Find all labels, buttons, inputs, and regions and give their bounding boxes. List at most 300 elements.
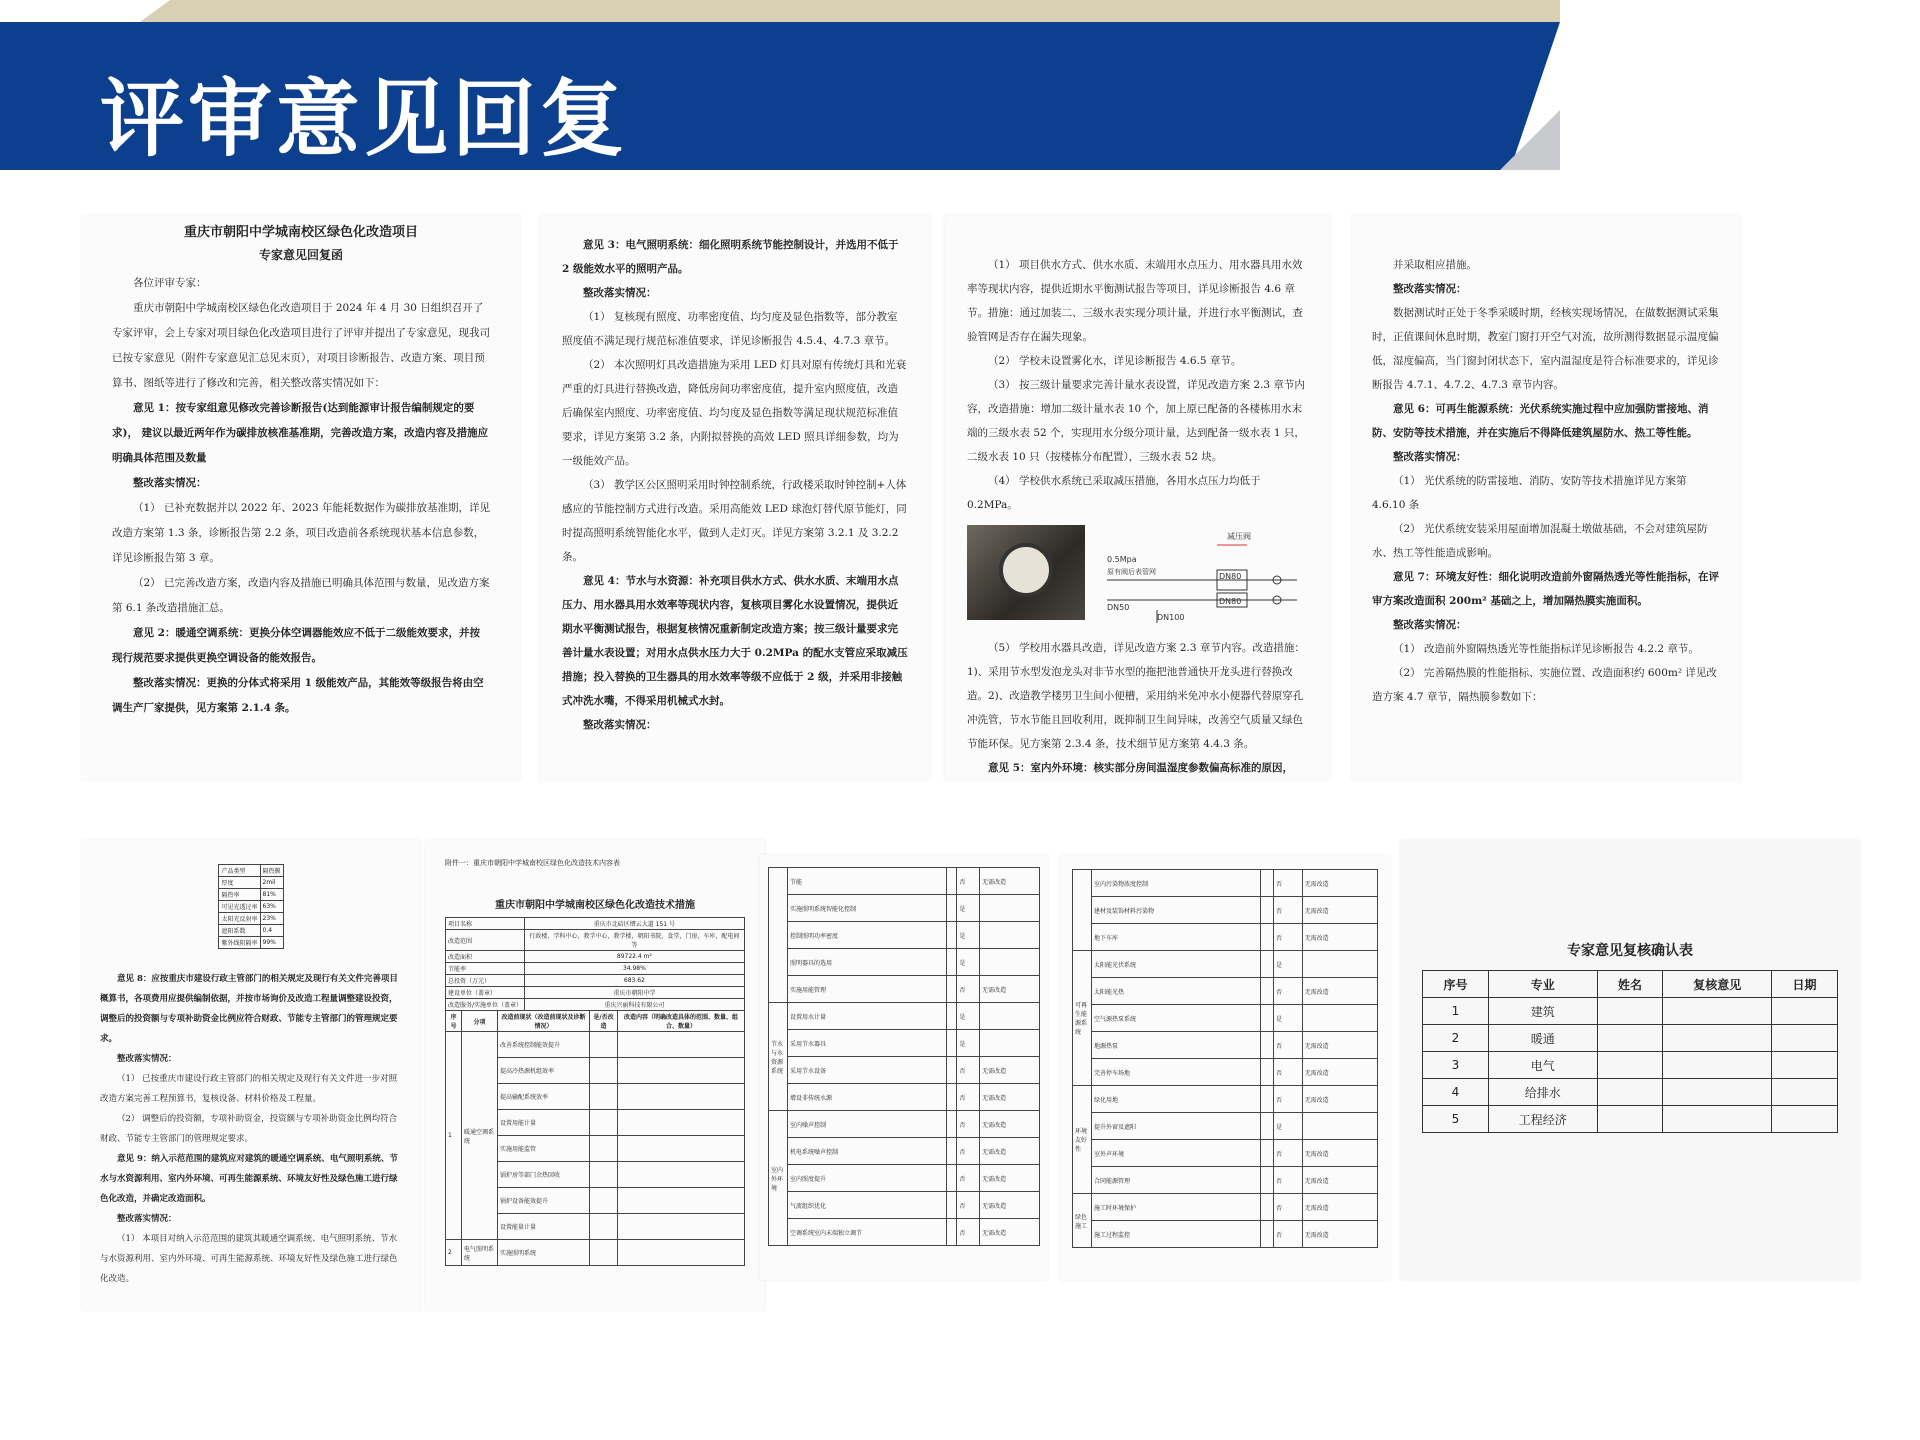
table-cell: 地源热泵 xyxy=(1092,1032,1261,1059)
page-text xyxy=(967,636,1308,780)
table-cell: 设置用能计量 xyxy=(497,1110,589,1136)
paragraph: 意见 1：按专家组意见修改完善诊断报告(达到能源审计报告编制规定的要求)， 建议以最近两年作为碳排放核准基准期，完善改造方案，改造内容及措施应明确具体范围及数量 xyxy=(112,402,489,464)
table-cell: 提升外窗及遮阳 xyxy=(1092,1113,1261,1140)
table-row xyxy=(769,1003,1040,1030)
table-header-cell: 专业 xyxy=(1488,971,1597,998)
doc-heading: 重庆市朝阳中学城南校区绿色化改造项目 xyxy=(183,225,418,240)
table-cell: 无需改造 xyxy=(1302,1167,1377,1194)
paragraph: 意见 7：环境友好性：细化说明改造前外窗隔热透光等性能指标，在评审方案改造面积 200m² 基础之上，增加隔热膜实施面积。 xyxy=(1372,571,1719,607)
table-row xyxy=(446,1240,745,1266)
table-cell xyxy=(980,1030,1040,1057)
table-cell: 电气照明系统 xyxy=(462,1240,498,1266)
table-cell: 无需改造 xyxy=(980,976,1040,1003)
table-cell: 是 xyxy=(1273,1113,1302,1140)
paragraph: （2） 完善隔热膜的性能指标、实施位置、改造面积约 600m² 详见改造方案 4.7 章节，隔热膜参数如下： xyxy=(1372,667,1717,703)
table-row xyxy=(1073,1059,1378,1086)
paragraph: 意见 9：纳入示范范围的建筑应对建筑的暖通空调系统、电气照明系统、节水与水资源利用、室内外环境、可再生能源系统、环境友好性及绿色施工进行绿色化改造，并确定改造面积。 xyxy=(100,1154,398,1204)
table-cell: 太阳能光热 xyxy=(1092,978,1261,1005)
table-cell: 34.98% xyxy=(524,963,744,975)
table-cell: 重庆兴丽科技有限公司 xyxy=(524,999,744,1011)
table-cell xyxy=(589,1188,617,1214)
table-cell: 改造范围 xyxy=(446,930,525,951)
document-page-5 xyxy=(82,840,420,1310)
table-cell xyxy=(947,976,957,1003)
table-cell xyxy=(1260,1167,1273,1194)
table-cell xyxy=(618,1110,745,1136)
paragraph: 意见 8：应按重庆市建设行政主管部门的相关规定及现行有关文件完善项目概算书，各项费用应提供编制依据，并按市场询价及改造工程量调整建设投资，调整后的投资额与专项补助资金比例应符合财政、节能专主管部门的管理规定要求。 xyxy=(100,974,398,1044)
table-row xyxy=(1073,1113,1378,1140)
table-cell: 否 xyxy=(1273,897,1302,924)
table-cell: 隔热率 xyxy=(219,889,260,901)
table-cell: 项目名称 xyxy=(446,918,525,930)
table-cell xyxy=(1073,870,1092,951)
signature-cell xyxy=(1597,1025,1663,1052)
table-cell: 暖通 xyxy=(1488,1025,1597,1052)
paragraph: 意见 3：电气照明系统：细化照明系统节能控制设计，并选用不低于 2 级能效水平的照明产品。 xyxy=(562,239,899,275)
measures-table-continued xyxy=(768,867,1040,1246)
table-cell: 施工时环境保护 xyxy=(1092,1194,1261,1221)
confirmation-row xyxy=(1423,1079,1838,1106)
table-row xyxy=(219,865,283,877)
banner-accent-strip xyxy=(140,0,1560,22)
table-cell xyxy=(1302,951,1377,978)
table-cell: 否 xyxy=(1273,1221,1302,1248)
document-page-4 xyxy=(1352,215,1740,780)
table-cell: 照明器具的选用 xyxy=(788,949,947,976)
table-row xyxy=(446,918,745,930)
table-heading: 重庆市朝阳中学城南校区绿色化改造技术措施 xyxy=(495,900,695,911)
table-cell: 机电系统噪声控制 xyxy=(788,1138,947,1165)
slide-title: 评审意见回复 xyxy=(100,70,629,168)
table-cell: 99% xyxy=(260,937,283,949)
table-cell xyxy=(947,949,957,976)
table-row xyxy=(1073,978,1378,1005)
table-cell xyxy=(589,1136,617,1162)
table-cell: 否 xyxy=(1273,1167,1302,1194)
table-cell: 否 xyxy=(957,1084,980,1111)
table-cell xyxy=(947,1057,957,1084)
attachment-caption: 附件一：重庆市朝阳中学城南校区绿色化改造技术内容表 xyxy=(445,859,620,867)
table-cell xyxy=(947,1003,957,1030)
paragraph: 整改落实情况： xyxy=(1393,283,1467,295)
table-cell: 增设非传统水源 xyxy=(788,1084,947,1111)
review-opinion-cell xyxy=(1663,998,1772,1025)
table-cell xyxy=(618,1058,745,1084)
table-cell: 无需改造 xyxy=(980,1057,1040,1084)
table-cell: 给排水 xyxy=(1488,1079,1597,1106)
table-cell: 完善停车场地 xyxy=(1092,1059,1261,1086)
table-cell xyxy=(769,868,788,1003)
table-row xyxy=(769,1030,1040,1057)
table-cell: 否 xyxy=(957,1111,980,1138)
paragraph: 重庆市朝阳中学城南校区绿色化改造项目于 2024 年 4 月 30 日组织召开了专家评审，会上专家对项目绿色化改造项目进行了评审并提出了专家意见，现我司已按专家意见（附件专家意见汇总见末页），对项目诊断报告、改造方案、项目预算书、图纸等进行了修改和完善，相关整改落实情况如下： xyxy=(112,302,490,389)
table-cell: 绿化用地 xyxy=(1092,1086,1261,1113)
paragraph: （2） 调整后的投资额，专项补助资金，投资额与专项补助资金比例均符合财政、节能专主管部门的管理规定要求。 xyxy=(100,1114,398,1144)
table-cell: 无需改造 xyxy=(1302,1221,1377,1248)
table-row xyxy=(769,1165,1040,1192)
table-cell xyxy=(947,922,957,949)
table-cell xyxy=(1260,1221,1273,1248)
table-cell: 是 xyxy=(957,1030,980,1057)
table-cell xyxy=(618,1032,745,1058)
page-text xyxy=(967,253,1308,517)
table-cell xyxy=(980,1003,1040,1030)
table-cell: 实施用能监管 xyxy=(497,1136,589,1162)
page-text xyxy=(562,233,908,737)
paragraph: 数据测试时正处于冬季采暖时期，经核实现场情况，在做数据测试采集时，正值课间休息时期，教室门窗打开空气对流，故所测得数据显示温度偏低，湿度偏高，当门窗封闭状态下，室内温湿度是符合标准要求的，详见诊断报告 4.7.1、4.7.2、4.7.3 章节内容。 xyxy=(1372,307,1719,391)
paragraph: （1） 复核现有照度、功率密度值、均匀度及显色指数等，部分教室照度值不满足现行规范标准值要求，详见诊断报告 4.5.4、4.7.3 章节。 xyxy=(562,311,898,347)
document-page-6 xyxy=(425,840,765,1310)
info-table xyxy=(445,917,745,1011)
paragraph: 整改落实情况： xyxy=(117,1214,177,1224)
table-cell xyxy=(589,1058,617,1084)
table-row xyxy=(1073,1032,1378,1059)
table-cell: 改善系统控制能效提升 xyxy=(497,1032,589,1058)
page-text xyxy=(1372,253,1720,709)
table-cell xyxy=(980,895,1040,922)
table-cell xyxy=(947,1192,957,1219)
table-cell: 提高冷热源机组效率 xyxy=(497,1058,589,1084)
table-cell xyxy=(947,1138,957,1165)
table-header-cell: 改造内容（明确改造具体的范围、数量、组合、数量） xyxy=(618,1011,745,1032)
table-cell xyxy=(947,868,957,895)
paragraph: （5） 学校用水器具改造，详见改造方案 2.3 章节内容。改造措施：1)、采用节水型发泡龙头对非节水型的拖把池普通快开龙头进行替换改造。2)、改造教学楼男卫生间小便槽，采用纳米免冲水小便器代替原穿孔冲洗管，节水节能且回收利用，既抑制卫生间异味，改善空气质量又绿色节能环保。见方案第 2.3.4 条，技术细节见方案第 4.4.3 条。 xyxy=(967,642,1305,750)
table-row xyxy=(1073,1221,1378,1248)
table-cell: 建材及装饰材料污染物 xyxy=(1092,897,1261,924)
table-cell: 地下车库 xyxy=(1092,924,1261,951)
table-cell xyxy=(980,949,1040,976)
paragraph: 整改落实情况： xyxy=(583,719,657,731)
paragraph: 意见 6：可再生能源系统：光伏系统实施过程中应加强防雷接地、消防、安防等技术措施，并在实施后不得降低建筑屋防水、热工等性能。 xyxy=(1372,403,1709,439)
paragraph: 整改落实情况：更换的分体式将采用 1 级能效产品，其能效等级报告将由空调生产厂家提供，见方案第 2.1.4 条。 xyxy=(112,677,484,714)
table-cell: 电气 xyxy=(1488,1052,1597,1079)
signature-cell xyxy=(1597,998,1663,1025)
table-cell: 控制照明功率密度 xyxy=(788,922,947,949)
table-row xyxy=(769,1111,1040,1138)
page-text xyxy=(112,271,490,721)
doc-subheading: 专家意见回复函 xyxy=(258,248,343,262)
table-cell: 是 xyxy=(1273,1005,1302,1032)
signature-cell xyxy=(1597,1079,1663,1106)
table-cell: 无需改造 xyxy=(980,1111,1040,1138)
table-cell: 23% xyxy=(260,913,283,925)
diagram-label: DN80 xyxy=(1219,597,1242,606)
table-row xyxy=(446,930,745,951)
table-cell: 空调系统室内末端独立调节 xyxy=(788,1219,947,1246)
table-cell: 否 xyxy=(957,1219,980,1246)
table-cell: 2mil xyxy=(260,877,283,889)
table-row xyxy=(219,901,283,913)
table-cell: 锅炉房等部门余热回收 xyxy=(497,1162,589,1188)
table-cell: 否 xyxy=(957,868,980,895)
confirmation-row xyxy=(1423,1106,1838,1133)
table-row xyxy=(1073,1140,1378,1167)
table-cell xyxy=(1260,1032,1273,1059)
table-row xyxy=(1073,1005,1378,1032)
table-row xyxy=(219,913,283,925)
film-parameter-table xyxy=(218,864,283,949)
table-cell xyxy=(618,1162,745,1188)
table-header-cell: 复核意见 xyxy=(1663,971,1772,998)
table-cell: 89722.4 m² xyxy=(524,951,744,963)
table-cell: 太阳光反射率 xyxy=(219,913,260,925)
table-row xyxy=(1073,951,1378,978)
table-row xyxy=(219,877,283,889)
table-row xyxy=(446,963,745,975)
table-cell: 实施照明系统智能化控制 xyxy=(788,895,947,922)
table-row xyxy=(769,1192,1040,1219)
confirmation-title: 专家意见复核确认表 xyxy=(1567,943,1693,959)
confirmation-row xyxy=(1423,1025,1838,1052)
table-cell: 无需改造 xyxy=(1302,978,1377,1005)
table-cell: 否 xyxy=(957,1165,980,1192)
table-row xyxy=(219,937,283,949)
table-row xyxy=(769,922,1040,949)
table-cell xyxy=(1260,1086,1273,1113)
table-cell xyxy=(589,1032,617,1058)
diagram-label: DN50 xyxy=(1107,603,1130,612)
table-cell: 1 xyxy=(446,1032,462,1240)
table-row xyxy=(769,1219,1040,1246)
table-cell: 合同能源管理 xyxy=(1092,1167,1261,1194)
table-cell: 暖通空调系统 xyxy=(462,1032,498,1240)
table-cell: 63% xyxy=(260,901,283,913)
table-cell xyxy=(1260,1194,1273,1221)
table-cell: 重庆市北碚区缙云大道 151 号 xyxy=(524,918,744,930)
pressure-gauge-icon xyxy=(999,543,1053,597)
paragraph: 意见 2：暖通空调系统：更换分体空调器能效应不低于二级能效要求，并按现行规范要求提供更换空调设备的能效报告。 xyxy=(112,627,480,664)
table-header-cell: 序号 xyxy=(1423,971,1489,998)
table-cell: 否 xyxy=(1273,924,1302,951)
table-row xyxy=(219,889,283,901)
table-cell: 气流组织优化 xyxy=(788,1192,947,1219)
table-cell: 683.62 xyxy=(524,975,744,987)
paragraph: （2） 学校未设置雾化水，详见诊断报告 4.6.5 章节。 xyxy=(988,355,1242,367)
table-cell: 施工过程监控 xyxy=(1092,1221,1261,1248)
paragraph: 整改落实情况： xyxy=(1393,451,1467,463)
date-cell xyxy=(1772,1052,1838,1079)
table-cell: 无需改造 xyxy=(1302,897,1377,924)
paragraph: 整改落实情况： xyxy=(117,1054,177,1064)
paragraph: 各位评审专家： xyxy=(133,277,207,289)
table-cell: 室外声环境 xyxy=(1092,1140,1261,1167)
table-cell: 否 xyxy=(957,1138,980,1165)
document-page-3 xyxy=(945,215,1330,780)
table-cell xyxy=(947,1111,957,1138)
table-cell xyxy=(1260,978,1273,1005)
table-cell xyxy=(947,1165,957,1192)
table-cell: 0.4 xyxy=(260,925,283,937)
table-header-cell: 分项 xyxy=(462,1011,498,1032)
table-cell xyxy=(1260,924,1273,951)
paragraph: （1） 本项目对纳入示范范围的建筑其暖通空调系统、电气照明系统、节水与水资源利用、室内外环境、可再生能源系统、环境友好性及绿色施工进行绿色化改造。 xyxy=(100,1234,398,1284)
confirmation-row xyxy=(1423,1052,1838,1079)
table-cell: 总投资（万元） xyxy=(446,975,525,987)
table-cell xyxy=(1260,1113,1273,1140)
date-cell xyxy=(1772,998,1838,1025)
table-cell: 否 xyxy=(1273,1059,1302,1086)
table-cell: 建设单位（盖章） xyxy=(446,987,525,999)
table-cell: 无需改造 xyxy=(1302,870,1377,897)
measures-table xyxy=(445,1010,745,1266)
table-cell xyxy=(980,922,1040,949)
table-cell xyxy=(589,1162,617,1188)
table-cell: 3 xyxy=(1423,1052,1489,1079)
table-cell: 否 xyxy=(957,1057,980,1084)
table-cell: 隔热膜 xyxy=(260,865,283,877)
table-cell: 太阳能光伏系统 xyxy=(1092,951,1261,978)
paragraph: 整改落实情况： xyxy=(1393,619,1467,631)
page-text xyxy=(100,969,402,1289)
paragraph: 整改落实情况： xyxy=(133,477,207,489)
table-cell: 无需改造 xyxy=(1302,1059,1377,1086)
table-cell: 工程经济 xyxy=(1488,1106,1597,1133)
table-cell: 采用节水器具 xyxy=(788,1030,947,1057)
paragraph: （2） 光伏系统安装采用屋面增加混凝土墩做基础，不会对建筑屋防水、热工等性能造成影响。 xyxy=(1372,523,1708,559)
table-cell: 节能 xyxy=(788,868,947,895)
table-cell: 锅炉设备能效提升 xyxy=(497,1188,589,1214)
table-cell: 是 xyxy=(1273,951,1302,978)
table-cell: 否 xyxy=(1273,1194,1302,1221)
table-cell: 无需改造 xyxy=(1302,1032,1377,1059)
table-cell: 是 xyxy=(957,895,980,922)
table-cell: 无需改造 xyxy=(980,1165,1040,1192)
table-row xyxy=(769,868,1040,895)
table-cell xyxy=(589,1214,617,1240)
paragraph: 并采取相应措施。 xyxy=(1393,259,1477,271)
table-cell: 空气源热泵系统 xyxy=(1092,1005,1261,1032)
table-cell: 室内污染物浓度控制 xyxy=(1092,870,1261,897)
table-cell xyxy=(589,1084,617,1110)
table-cell xyxy=(618,1240,745,1266)
table-header-row xyxy=(446,1011,745,1032)
table-cell: 是 xyxy=(957,949,980,976)
table-cell xyxy=(1260,1140,1273,1167)
table-cell xyxy=(947,1084,957,1111)
gauge-photo xyxy=(967,525,1085,620)
paragraph: 意见 5：室内外环境：核实部分房间温湿度参数偏高标准的原因， xyxy=(988,762,1293,774)
table-cell: 无需改造 xyxy=(1302,1140,1377,1167)
table-cell xyxy=(589,1240,617,1266)
confirmation-sheet xyxy=(1400,840,1860,1280)
table-cell: 节能率 xyxy=(446,963,525,975)
table-row xyxy=(1073,1086,1378,1113)
pressure-figure xyxy=(967,525,1308,630)
table-cell: 设置用水计量 xyxy=(788,1003,947,1030)
table-cell: 否 xyxy=(1273,978,1302,1005)
paragraph: （1） 已按重庆市建设行政主管部门的相关规定及现行有关文件进一步对照改造方案完善工程预算书，复核设备、材料价格及工程量。 xyxy=(100,1074,398,1104)
table-cell xyxy=(1302,1113,1377,1140)
table-cell: 厚度 xyxy=(219,877,260,889)
table-header-cell: 序号 xyxy=(446,1011,462,1032)
table-cell: 无需改造 xyxy=(980,1138,1040,1165)
table-cell: 5 xyxy=(1423,1106,1489,1133)
paragraph: 整改落实情况： xyxy=(583,287,657,299)
table-row xyxy=(1073,1167,1378,1194)
table-cell xyxy=(618,1084,745,1110)
table-cell xyxy=(947,1219,957,1246)
table-cell: 产品类型 xyxy=(219,865,260,877)
table-cell xyxy=(618,1188,745,1214)
table-row xyxy=(446,1032,745,1058)
table-row xyxy=(219,925,283,937)
table-cell: 无需改造 xyxy=(1302,1194,1377,1221)
paragraph: 意见 4：节水与水资源：补充项目供水方式、供水水质、末端用水点压力、用水器具用水效率等现状内容，复核项目雾化水设置情况，提供近期水平衡测试报告，根据复核情况重新制定改造方案；按三级计量要求完善计量水表设置；对用水点供水压力大于 0.2MPa 的配水支管应采取减压措施；投入替换的卫生器具的用水效率等级不应低于 2 级，并采用非接触式冲洗水嘴，不得采用机械式水封。 xyxy=(562,575,908,707)
table-header-cell: 是/否改造 xyxy=(589,1011,617,1032)
table-row xyxy=(446,951,745,963)
table-cell xyxy=(1302,1005,1377,1032)
paragraph: （3） 按三级计量要求完善计量水表设置，详见改造方案 2.3 章节内容，改造措施：增加二级计量水表 10 个，加上原已配备的各楼栋用水末端的三级水表 52 个，实现用水分级分项计量，达到配备一级水表 1 只，二级水表 10 只（按楼栋分布配置），三级水表 52 块。 xyxy=(967,379,1305,463)
table-cell: 无需改造 xyxy=(980,1219,1040,1246)
table-cell: 否 xyxy=(957,1192,980,1219)
table-cell: 实施照明系统 xyxy=(497,1240,589,1266)
paragraph: （1） 光伏系统的防雷接地、消防、安防等技术措施详见方案第 4.6.10 条 xyxy=(1372,475,1687,511)
table-row xyxy=(769,1084,1040,1111)
measures-table-continued xyxy=(1072,869,1378,1248)
table-header-cell: 改造前现状（改造前现状及诊断情况） xyxy=(497,1011,589,1032)
table-cell: 实施用能管理 xyxy=(788,976,947,1003)
table-cell: 是 xyxy=(957,922,980,949)
table-row xyxy=(769,976,1040,1003)
document-page-8 xyxy=(1060,855,1390,1280)
table-cell xyxy=(618,1214,745,1240)
table-cell: 无需改造 xyxy=(980,1084,1040,1111)
table-cell: 遮阳系数 xyxy=(219,925,260,937)
diagram-label: 0.5Mpa xyxy=(1107,555,1137,564)
table-cell xyxy=(618,1136,745,1162)
diagram-label: DN80 xyxy=(1219,572,1242,581)
table-cell: 2 xyxy=(1423,1025,1489,1052)
diagram-label: DN100 xyxy=(1157,613,1185,622)
signature-cell xyxy=(1597,1106,1663,1133)
table-row xyxy=(446,999,745,1011)
table-cell: 无需改造 xyxy=(1302,924,1377,951)
paragraph: （1） 改造前外窗隔热透光等性能指标详见诊断报告 4.2.2 章节。 xyxy=(1393,643,1699,655)
table-cell: 建筑 xyxy=(1488,998,1597,1025)
table-cell xyxy=(1260,1059,1273,1086)
document-page-1 xyxy=(82,215,520,780)
table-cell: 绿色施工 xyxy=(1073,1194,1092,1248)
table-cell: 1 xyxy=(1423,998,1489,1025)
table-cell xyxy=(947,1030,957,1057)
table-row xyxy=(446,987,745,999)
table-cell: 提高输配系统效率 xyxy=(497,1084,589,1110)
document-page-2 xyxy=(540,215,930,780)
confirmation-table xyxy=(1422,970,1838,1133)
table-cell: 是 xyxy=(957,1003,980,1030)
table-row xyxy=(769,895,1040,922)
table-cell: 改造服务/实施单位（盖章） xyxy=(446,999,525,1011)
review-opinion-cell xyxy=(1663,1106,1772,1133)
table-cell: 室内外环境 xyxy=(769,1111,788,1246)
paragraph: （1） 项目供水方式、供水水质、末端用水点压力、用水器具用水效率等现状内容，提供近期水平衡测试报告等项目，详见诊断报告 4.6 章节。措施：通过加装二、三级水表实现分项计量，并进行水平衡测试，查验管网是否存在漏失现象。 xyxy=(967,259,1303,343)
table-row xyxy=(1073,924,1378,951)
table-cell: 节水与水资源系统 xyxy=(769,1003,788,1111)
table-cell: 否 xyxy=(1273,870,1302,897)
paragraph: （1） 已补充数据并以 2022 年、2023 年能耗数据作为碳排放基准期，详见改造方案第 1.3 条，诊断报告第 2.2 条，项目改造前各系统现状基本信息参数，详见诊断报告第 3 章。 xyxy=(112,502,490,564)
table-cell: 4 xyxy=(1423,1079,1489,1106)
date-cell xyxy=(1772,1079,1838,1106)
table-cell: 可再生能源系统 xyxy=(1073,951,1092,1086)
date-cell xyxy=(1772,1025,1838,1052)
table-cell: 81% xyxy=(260,889,283,901)
table-row xyxy=(1073,1194,1378,1221)
table-header-cell: 姓名 xyxy=(1597,971,1663,998)
table-cell: 无需改造 xyxy=(980,1192,1040,1219)
paragraph: （3） 教学区公区照明采用时钟控制系统，行政楼采取时钟控制+人体感应的节能控制方式进行改造。采用高能效 LED 球泡灯替代原节能灯，同时提高照明系统智能化水平，做到人走灯灭。详见方案第 3.2.1 及 3.2.2 条。 xyxy=(562,479,907,563)
table-cell: 改造面积 xyxy=(446,951,525,963)
table-cell: 否 xyxy=(1273,1140,1302,1167)
